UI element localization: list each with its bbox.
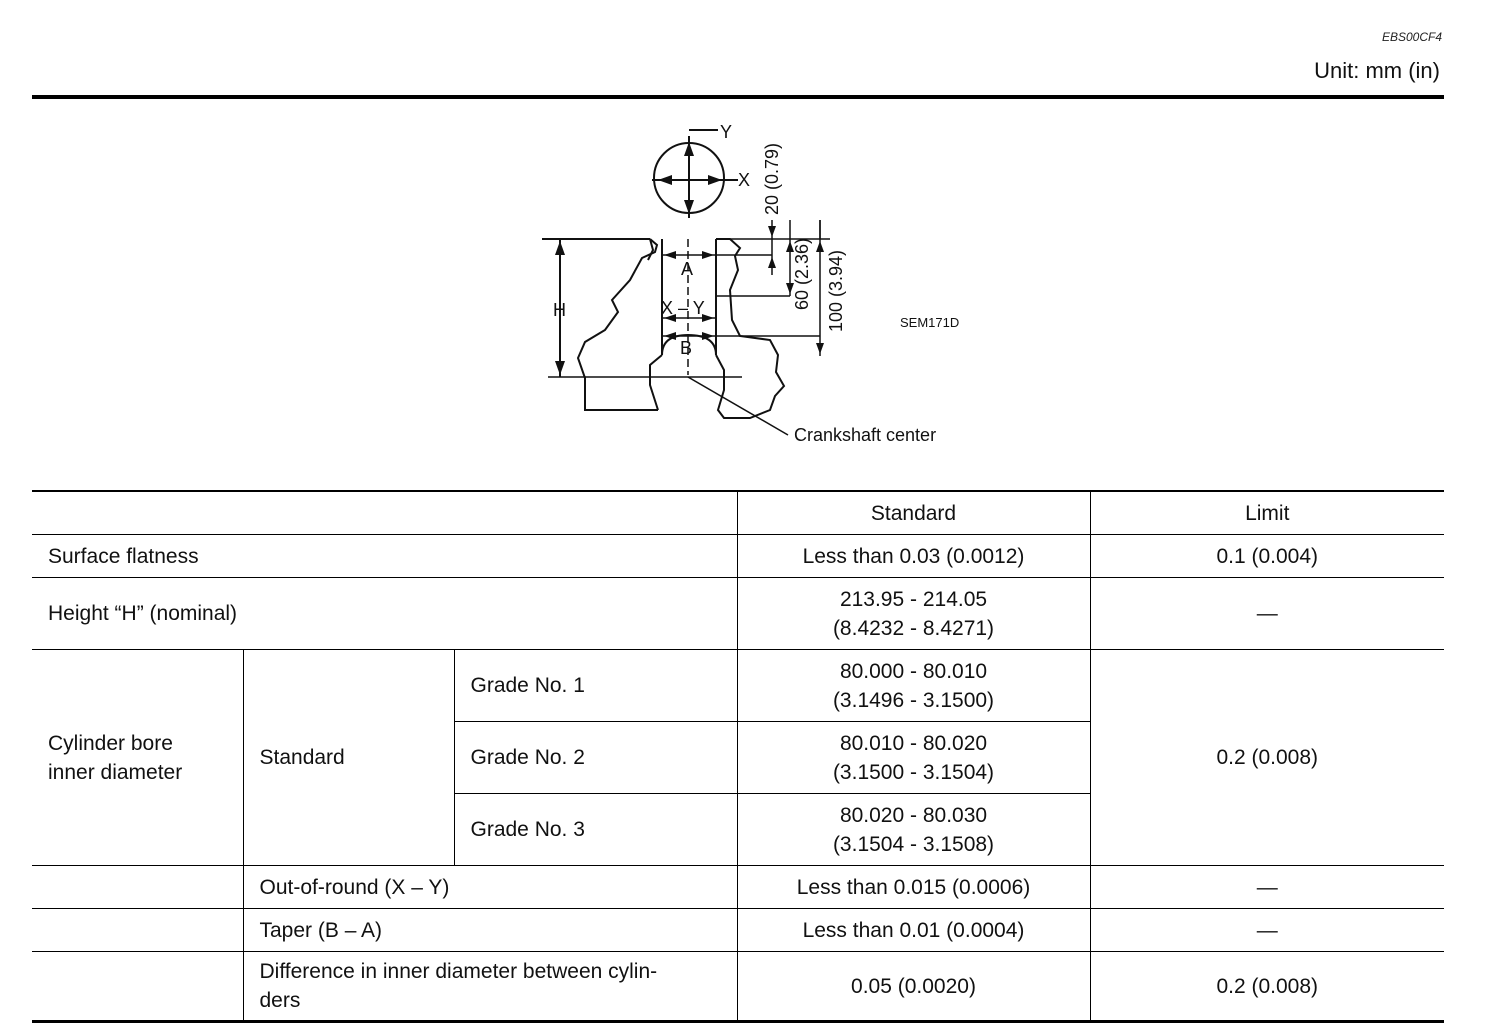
bore-limit: 0.2 (0.008)	[1090, 650, 1444, 866]
header-standard: Standard	[737, 491, 1090, 535]
surface-flatness-standard: Less than 0.03 (0.0012)	[737, 535, 1090, 578]
figure-reference: SEM171D	[900, 315, 960, 330]
grade-2-in: (3.1500 - 3.1504)	[832, 760, 995, 784]
cylinder-block-spec-table	[32, 490, 1444, 1023]
dim-60-label: 60 (2.36)	[792, 237, 812, 310]
bore-label-line2: inner diameter	[48, 760, 183, 784]
label-a: A	[681, 259, 694, 279]
out-of-round-standard: Less than 0.015 (0.0006)	[737, 866, 1090, 909]
label-h: H	[553, 300, 566, 320]
height-standard	[737, 578, 1090, 650]
label-x: X	[738, 170, 751, 190]
grade-2-mm: 80.010 - 80.020	[839, 731, 988, 755]
label-y: Y	[720, 122, 733, 142]
surface-flatness-limit: 0.1 (0.004)	[1090, 535, 1444, 578]
difference-limit: 0.2 (0.008)	[1090, 952, 1444, 1022]
table-row	[32, 909, 1444, 952]
bore-top-view	[652, 130, 738, 218]
taper-label: Taper (B – A)	[243, 909, 737, 952]
dim-100-label: 100 (3.94)	[826, 249, 846, 332]
header-limit: Limit	[1090, 491, 1444, 535]
grade-1-label: Grade No. 1	[454, 650, 737, 722]
taper-standard: Less than 0.01 (0.0004)	[737, 909, 1090, 952]
table-row	[32, 866, 1444, 909]
taper-limit: —	[1090, 909, 1444, 952]
table-row	[32, 578, 1444, 650]
height-label: Height “H” (nominal)	[32, 578, 737, 650]
label-x-minus-y: X – Y	[661, 298, 705, 318]
top-divider	[32, 95, 1444, 99]
unit-label: Unit: mm (in)	[1314, 58, 1440, 83]
out-of-round-label: Out-of-round (X – Y)	[243, 866, 737, 909]
height-limit: —	[1090, 578, 1444, 650]
grade-3-mm: 80.020 - 80.030	[839, 803, 988, 827]
dim-20-label: 20 (0.79)	[762, 142, 782, 215]
difference-standard: 0.05 (0.0020)	[737, 952, 1090, 1022]
table-row	[32, 535, 1444, 578]
table-row	[32, 650, 1444, 722]
grade-1-in: (3.1496 - 3.1500)	[832, 688, 995, 712]
crankshaft-center-label: Crankshaft center	[794, 425, 937, 445]
document-code: EBS00CF4	[1381, 30, 1442, 44]
block-section	[542, 239, 784, 418]
difference-label-line2: ders	[259, 989, 301, 1012]
bore-label-line1: Cylinder bore	[48, 731, 173, 755]
difference-label-line1: Difference in inner diameter between cylin-	[259, 960, 658, 983]
grade-2-value	[737, 722, 1090, 794]
table-row	[32, 952, 1444, 1022]
grade-2-label: Grade No. 2	[454, 722, 737, 794]
difference-label	[243, 952, 737, 1022]
out-of-round-limit: —	[1090, 866, 1444, 909]
label-b: B	[680, 338, 693, 358]
cylinder-block-diagram	[0, 100, 1504, 490]
surface-flatness-label: Surface flatness	[32, 535, 737, 578]
grade-3-in: (3.1504 - 3.1508)	[832, 832, 995, 856]
table-header-row	[32, 491, 1444, 535]
bore-label	[32, 650, 243, 866]
grade-3-value	[737, 794, 1090, 866]
height-standard-mm: 213.95 - 214.05	[839, 587, 988, 611]
height-standard-in: (8.4232 - 8.4271)	[832, 616, 995, 640]
grade-3-label: Grade No. 3	[454, 794, 737, 866]
grade-1-value	[737, 650, 1090, 722]
bore-standard-label: Standard	[243, 650, 454, 866]
grade-1-mm: 80.000 - 80.010	[839, 659, 988, 683]
